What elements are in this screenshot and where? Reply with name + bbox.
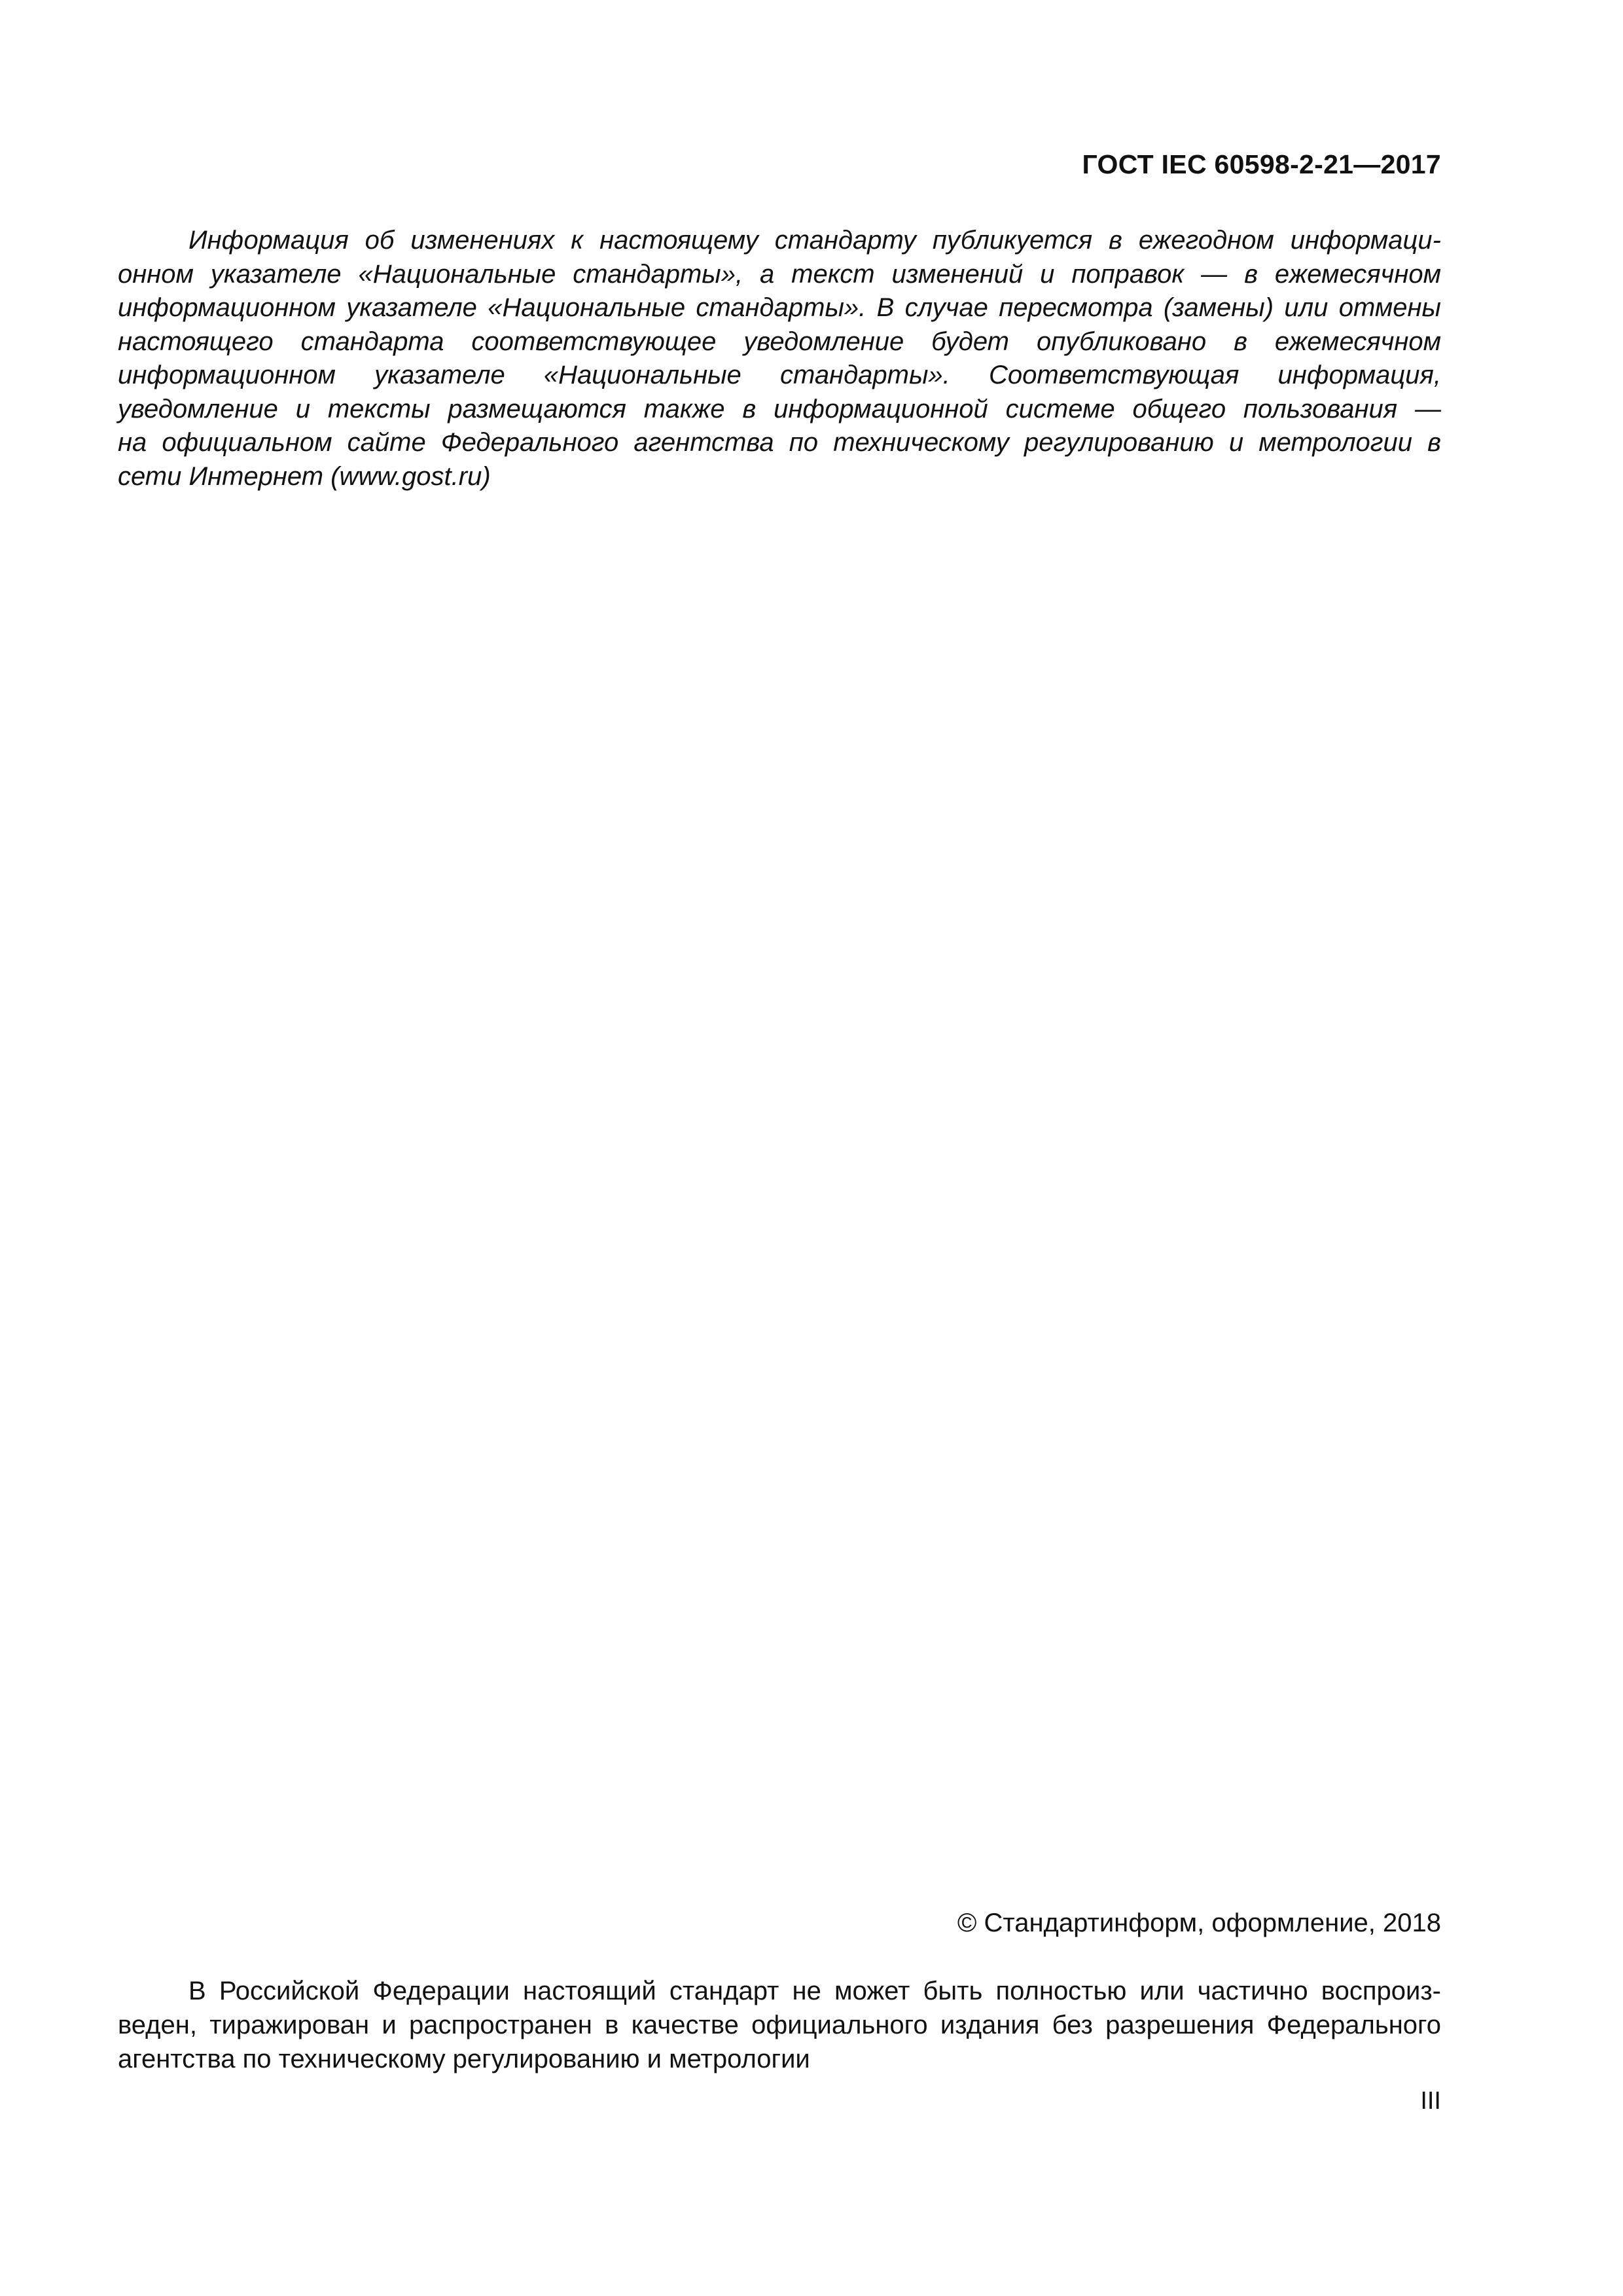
rights-line: В Российской Федерации настоящий стандарт не может быть полностью или частично воспроиз- <box>188 1977 1441 2005</box>
info-notice-line: уведомление и тексты размещаются также в информационной системе общего пользования — <box>118 394 1441 423</box>
info-notice-line: Информация об изменениях к настоящему стандарту публикуется в ежегодном информаци- <box>188 226 1441 255</box>
copyright-notice: © Стандартинформ, оформление, 2018 <box>957 1909 1441 1937</box>
info-notice-line: сети Интернет (www.gost.ru) <box>118 461 491 491</box>
page-number: III <box>1420 2087 1441 2115</box>
rights-line: агентства по техническому регулированию и метрологии <box>118 2045 810 2073</box>
info-notice-line: информационном указателе «Национальные стандарты». Соответствующая информация, <box>118 361 1441 389</box>
info-notice-line: на официальном сайте Федерального агентства по техническому регулированию и метрологии в <box>118 428 1441 457</box>
rights-line: веден, тиражирован и распространен в качестве официального издания без разрешения Федерального <box>118 2011 1441 2039</box>
info-notice-line: онном указателе «Национальные стандарты», а текст изменений и поправок — в ежемесячном <box>118 259 1441 289</box>
info-notice-line: информационном указателе «Национальные стандарты». В случае пересмотра (замены) или отмены <box>118 293 1441 322</box>
info-notice-paragraph <box>118 224 1441 493</box>
info-notice-line: настоящего стандарта соответствующее уведомление будет опубликовано в ежемесячном <box>118 327 1441 356</box>
reproduction-rights-paragraph <box>118 1974 1441 2076</box>
document-code-header: ГОСТ IEC 60598-2-21—2017 <box>1082 149 1441 179</box>
